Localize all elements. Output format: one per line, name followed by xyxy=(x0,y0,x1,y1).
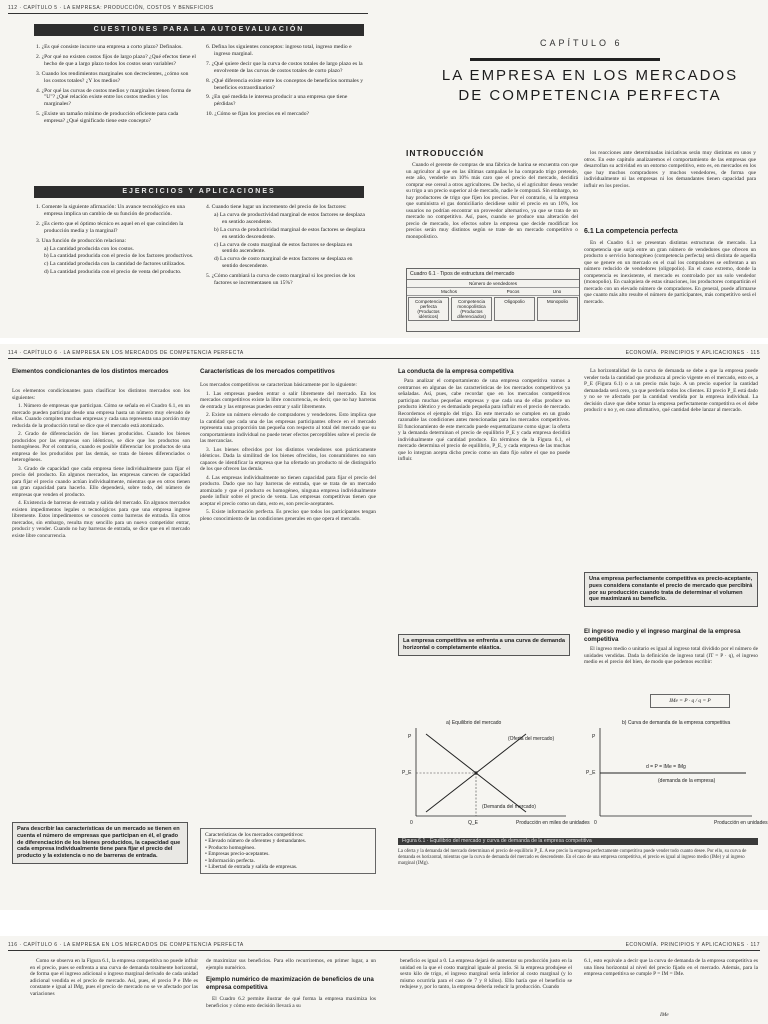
exercise-option: c) La curva de costo marginal de estos factores se desplaza en sentido ascendente. xyxy=(214,241,353,255)
paragraph: Cuando el gerente de compras de una fábrica de harina se encuentra con que un agricultor al que en las últimas campañas le ha comprado trigo pretende, este año, venderle un 10% más caro que el precio del mercado, decidirá comprar ese cereal a otros agricultores. De hecho, si el agricultor desea vender su trigo a un precio superior al de mercado, nadie le comprará. Sin embargo, no hay productores de trigo que fijen los precios. Por el contrario, si la empresa que suministra el gas domiciliario decidiese subir el precio en un 10%, los usuarios no podrían encontrar un proveedor alternativo, ya que se trata de un mercado no competitivo. Así, pues, cuando se produce una alteración del precio de mercado, los efectos sobre la empresa que decide modificar los precios serán muy distintos según se trate de un mercado competitivo o monopolístico. xyxy=(406,162,578,240)
chapter-title xyxy=(440,66,740,106)
table-cell: Competencia perfecta (Productos idénticos) xyxy=(408,297,449,321)
formula-fragment: IMe xyxy=(660,1012,669,1018)
exercise-option: a) La cantidad producida con los costos. xyxy=(44,245,134,252)
exercise-question: 4. Cuando tiene lugar un incremento del precio de los factores: xyxy=(206,204,347,210)
paragraph: los reacciones ante determinadas iniciativas serán muy distintas en unos y otros. En este capítulo analizaremos el comportamiento de las empresas que desarrollan su actividad en un entorno competitivo, esto es, en mercados en los que hay muchos compradores y muchos vendedores, de forma que individualmente ni las empresas ni los demandantes tienen capacidad para influir en los precios. xyxy=(584,150,756,189)
paragraph: El Cuadro 6.2 permite ilustrar de qué forma la empresa maximiza los beneficios y cómo esto decisión llevará a su xyxy=(206,996,376,1009)
table-level: Uno xyxy=(552,289,562,294)
exercise-option: a) La curva de productividad marginal de estos factores se desplaza en sentido ascendente. xyxy=(214,211,365,225)
review-questions-col1 xyxy=(36,44,196,128)
box-item: • Libertad de entrada y salida de empresas. xyxy=(205,864,298,871)
equilibrium-point xyxy=(474,771,477,774)
chapter-rule xyxy=(470,58,660,61)
exercise-option: c) La cantidad producida con la cantidad de factores utilizados. xyxy=(44,261,186,268)
list-item: 2. Existe un número elevado de compradores y vendedores. Esto implica que la cantidad que cada una de las empresas participantes ofrece en el mercado representa una proporción tan pequeña con respecto al total del mercado que su comportamiento individual no puede tener efectos perceptibles sobre el precio de las mercancías. xyxy=(200,412,376,444)
box-item: • Información perfecta. xyxy=(205,857,255,864)
supply-label: (Oferta del mercado) xyxy=(508,736,555,742)
figure-caption: La oferta y la demanda del mercado determinan el precio de equilibrio P_E. A ese precio la empresa perfectamente competitiva puede vender todo cuanto desee. Por ello, su curva de demanda es horizontal, mientras que la curva de demanda del mercado es descendente. En el caso de una empresa competitiva, el precio es igual al ingreso medio (IMe) y al ingreso marginal (IMg). xyxy=(398,849,747,866)
column-text xyxy=(398,378,570,614)
key-point-box: La empresa competitiva se enfrenta a una curva de demanda horizontal o completamente elástica. xyxy=(398,634,570,656)
page-spread-1 xyxy=(0,0,768,338)
box-item: • Producto homogéneo. xyxy=(205,844,256,851)
running-header-left: 114 · CAPÍTULO 6 · LA EMPRESA EN LOS MERCADOS DE COMPETENCIA PERFECTA xyxy=(8,350,244,356)
exercise-question: 3. Una función de producción relaciona: xyxy=(36,237,127,244)
axis-pe-label: P_E xyxy=(586,770,596,776)
list-item: 4. Las empresas individualmente no tienen capacidad para fijar el precio del producto. Dado que no hay barreras de entrada, que se trata de un mercado atomizado y que el producto es homogéneo, ninguna empresa individualmente puede influir sobre el precio de venta. Las empresas competitivas tienen que aceptar el precio como un dato, esto es, son precio-aceptantes. xyxy=(200,474,376,507)
axis-origin: 0 xyxy=(410,820,413,826)
paragraph: Los mercados competitivos se caracterizan básicamente por lo siguiente: xyxy=(200,382,357,388)
review-question: 5. ¿Existe un tamaño mínimo de producción eficiente para cada empresa? ¿Qué significado tiene este concepto? xyxy=(36,111,179,125)
review-question: 8. ¿Qué diferencia existe entre los conceptos de beneficios normales y beneficios extraordinarios? xyxy=(206,77,364,91)
running-header-left: 116 · CAPÍTULO 6 · LA EMPRESA EN LOS MERCADOS DE COMPETENCIA PERFECTA xyxy=(8,942,244,948)
table-cells-row xyxy=(407,296,579,322)
column-text xyxy=(584,646,758,688)
table-caption: Cuadro 6.1 · Tipos de estructura del mercado xyxy=(407,269,579,280)
formula: IMe = P · q / q = P xyxy=(650,694,730,708)
review-questions-col2 xyxy=(206,44,366,121)
figure-caption-strip: Figura 6.1 · Equilibrio del mercado y curva de demanda de la empresa competitiva xyxy=(398,838,758,845)
page-spread-2 xyxy=(0,344,768,910)
list-item: 1. Número de empresas que participan. Cómo se señala en el Cuadro 6.1, en un mercado pueden participar desde una empresa hasta un número muy elevado de ellas. Cuando compiten muchas empresas y cada una representa una porción muy reducida de la producción total se dice que el mercado está atomizado. xyxy=(12,403,190,429)
exercises-col2 xyxy=(206,204,366,290)
section-heading: Elementos condicionantes de los distintos mercados xyxy=(12,368,169,375)
axis-p-label: P xyxy=(592,734,596,740)
exercise-option: d) La cantidad producida con el precio de venta del producto. xyxy=(44,269,182,276)
key-point-box: Una empresa perfectamente competitiva es precio-aceptante, pues considera constante el precio de mercado que percibirá por su producción cuando trata de determinar el volumen que maximizará su beneficio. xyxy=(584,572,758,607)
exercise-option: b) La cantidad producida con el precio de los factores productivos. xyxy=(44,253,194,260)
running-header-left: 112 · CAPÍTULO 5 · LA EMPRESA: PRODUCCIÓN, COSTOS Y BENEFICIOS xyxy=(8,5,214,11)
box-item: • Elevado número de oferentes y demandantes. xyxy=(205,838,307,845)
table-level: Pocos xyxy=(506,289,520,294)
review-question: 7. ¿Qué quiere decir que la curva de costos totales de largo plazo es la envolvente de las curvas de costos totales de corto plazo? xyxy=(206,60,363,74)
summary-box: Para describir las características de un mercado se tienen en cuenta el número de empresas que participan en él, el grado de diferenciación de los bienes producidos, la capacidad que cada empresa individualmente tiene para fijar el precio del producto y la existencia o no de barreras de entrada. xyxy=(12,822,188,864)
paragraph: beneficio es igual a 0. La empresa dejará de aumentar su producción justo en la unidad en la que el costo marginal iguale al precio. Si la empresa produjese el sexto kilo de trigo, el ingreso marginal sería inferior al costo marginal (y lo mismo ocurriría para el caso de 7 y 8 kilos). Ello haría que el beneficio se redujese y, por lo tanto, la empresa debería reducir la producción. Cuando xyxy=(400,958,572,990)
exercise-item xyxy=(36,238,196,277)
figure-b-xlabel: Producción en unidades xyxy=(714,820,768,826)
section-heading: Características de los mercados competitivos xyxy=(200,368,335,375)
paragraph: de maximizar sus beneficios. Para ello recurriremos, en primer lugar, a un ejemplo numérico. xyxy=(206,958,376,971)
paragraph: La horizontalidad de la curva de demanda se debe a que la empresa puede vender toda la cantidad que produzca al precio vigente en el mercado, esto es, a P_E (Figura 6.1) o a un precio más bajo. A un precio superior la cantidad demandada será cero, ya que perdería todos los clientes. El precio P_E está dado y no se ve afectado por la cantidad vendida por la empresa individual. La decisión clave que debe tomar la empresa perfectamente competitiva es el debe producir o no y, en caso afirmativo, qué cantidad debe lanzar al mercado. xyxy=(584,368,758,413)
header-rule xyxy=(8,358,760,359)
exercise-item: 5. ¿Cómo cambiará la curva de costo marginal si los precios de los factores se incrementasen un 15%? xyxy=(206,273,356,287)
axis-origin: 0 xyxy=(594,820,597,826)
section-heading: La conducta de la empresa competitiva xyxy=(398,368,514,375)
paragraph: Como se observa en la Figura 6.1, la empresa competitiva no puede influir en el precio, pues se enfrenta a una curva de demanda totalmente horizontal, de forma que el ingreso adicional o ingreso marginal derivado de cada unidad adicional vendida es el precio de mercado. Así, pues, el precio P e IMe es constante e igual al IMg, pues el precio de mercado no se ve afectado por las variaciones xyxy=(30,958,198,997)
figure-a-xlabel: Producción en miles de unidades xyxy=(516,820,590,826)
paragraph: 6.1, esto equivale a decir que la curva de demanda de la empresa competitiva es una línea horizontal al nivel del precio fijado en el mercado. Además, para la empresa competitiva se cumple P = IM = IMe. xyxy=(584,958,758,977)
column-text xyxy=(400,958,572,1022)
list-item: 1. Las empresas pueden entrar o salir libremente del mercado. En los mercados competitivos existe la libre concurrencia, es decir, que no hay barreras de entrada y las empresas pueden entrar y salir libremente. xyxy=(200,390,376,410)
review-question: 4. ¿Por qué las curvas de costos medios y marginales tienen forma de "U"? ¿Qué relación existe entre los costos medios y los marginales? xyxy=(36,87,192,108)
spread-gap xyxy=(0,910,768,936)
table-level: Muchos xyxy=(440,289,458,294)
list-item: 5. Existe información perfecta. Es preciso que todos los participantes tengan pleno conocimiento de las condiciones generales en que opera el mercado. xyxy=(200,509,376,522)
exercise-item xyxy=(206,204,366,270)
header-rule xyxy=(8,13,368,14)
column-text xyxy=(206,958,376,972)
box-item: • Empresas precio-aceptantes. xyxy=(205,851,270,858)
characteristics-box xyxy=(200,828,376,874)
intro-text-col2 xyxy=(584,150,756,216)
review-question: 10. ¿Cómo se fijan los precios en el mercado? xyxy=(206,111,309,118)
table-cell: Monopolio xyxy=(537,297,578,321)
review-questions-banner: CUESTIONES PARA LA AUTOEVALUACIÓN xyxy=(34,24,364,36)
axis-qe-label: Q_E xyxy=(468,820,479,826)
list-item: 3. Grado de capacidad que cada empresa tiene individualmente para fijar el precio del producto. En algunos mercados, las empresas carecen de capacidad para fijar el precio cuando actúan individualmente, mientras que en otros tienen un gran capacidad para hacerlo. Ello dependerá, sobre todo, del número de empresas que venden el producto. xyxy=(12,465,190,498)
review-question: 2. ¿Por qué no existen costos fijos de largo plazo? ¿Qué efectos tiene el hecho de que a largo plazo todos los costos sean variables? xyxy=(36,53,196,67)
column-text xyxy=(30,958,198,1022)
section-heading: El ingreso medio y el ingreso marginal de la empresa competitiva xyxy=(584,628,741,643)
paragraph: Los elementos condicionantes para clasificar los distintos mercados son los siguientes: xyxy=(12,388,190,401)
figure-6-1 xyxy=(396,716,768,834)
firm-demand-label: d = P = IMe = IMg xyxy=(646,764,686,770)
paragraph: En el Cuadro 6.1 se presentan distintas estructuras de mercado. La competencia que surja entre un gran número de vendedores que ofrecen un producto o servicio homogéneo (competencia perfecta) será distinta de aquella que se genere en un mercado en el cual los compradores se enfrentan a un número reducido de vendedores (oligopolio). En el caso extremo, donde la competencia es inexistente, el mercado es controlado por un solo vendedor (monopolio). En cualquiera de estas situaciones, los productores compartirán el mercado con un elevado número de compradores. En general, puede afirmarse que cuanto más alto resulte el número de participantes, más competitivo será el mercado. xyxy=(584,240,756,305)
column-text xyxy=(12,388,190,748)
table-header-row xyxy=(407,280,579,288)
column-text xyxy=(206,996,376,1022)
firm-demand-sublabel: (demanda de la empresa) xyxy=(658,778,716,784)
box-title: Características de los mercados competitivos: xyxy=(205,832,304,838)
intro-heading: INTRODUCCIÓN xyxy=(406,148,485,158)
market-structure-table xyxy=(406,268,580,332)
chapter-title-line: LA EMPRESA EN LOS MERCADOS xyxy=(441,67,739,84)
paragraph: Para analizar el comportamiento de una empresa competitiva vamos a centrarnos en algunas de las características de los mercados competitivos ya señaladas. Así, pues, cabe recordar que en los mercados competitivos participan muchas pequeñas empresas y que cada una de ellas produce un producto idéntico y es demasiado pequeña para influir en el precio de mercado. Recordemos el ejemplo del trigo. En este mercado se cumplen en un grado razonable las condiciones antes mencionadas para los mercados competitivos. El funcionamiento de este mercado puede esquematizarse como sigue: la oferta y la demanda determinan el precio de equilibrio P_E y cada empresa decidirá individualmente qué cantidad produce. En términos de la Figura 6.1, el mercado determina el precio de equilibrio, P_E, y cada empresa de las muchas que lo integran acepta dicho precio como un dato fijo sobre el que no puede influir. xyxy=(398,378,570,462)
axis-p-label: P xyxy=(408,734,412,740)
table-levels-row xyxy=(407,288,579,296)
column-text xyxy=(584,958,758,998)
header-rule xyxy=(8,950,760,951)
axis-pe-label: P_E xyxy=(402,770,412,776)
figure-a-title: a) Equilibrio del mercado xyxy=(446,720,502,726)
exercise-option: b) La curva de productividad marginal de estos factores se desplaza en sentido descendente. xyxy=(214,226,366,240)
section-6-1-heading: 6.1 La competencia perfecta xyxy=(584,228,678,235)
exercise-item: 1. Comente la siguiente afirmación: Un avance tecnológico en una empresa implica un cambio de su función de producción. xyxy=(36,204,185,217)
column-text xyxy=(200,382,376,798)
page-spread-3 xyxy=(0,936,768,1024)
review-question: 3. Cuando los rendimientos marginales son decrecientes, ¿cómo son los costos totales? ¿Y los medios? xyxy=(36,70,189,84)
exercises-col1 xyxy=(36,204,196,279)
figure-b-title: b) Curva de demanda de la empresa competitiva xyxy=(622,720,731,726)
running-header-right: ECONOMÍA. PRINCIPIOS Y APLICACIONES · 117 xyxy=(625,942,760,948)
review-question: 9. ¿En qué medida le interesa producir a una empresa que tiene pérdidas? xyxy=(206,94,348,108)
list-item: 4. Existencia de barreras de entrada y salida del mercado. En algunos mercados existen impedimentos legales o tecnológicos para que una empresa ingrese libremente. Estos impedimentos se conocen como barreras de entrada. En otros mercados, sin embargo, resulta muy sencillo para un nuevo competidor entrar, producir y vender. Cuando no hay barreras de entrada, se dice que en el mercado existe libre concurrencia. xyxy=(12,500,190,539)
exercise-option: d) La curva de costo marginal de estos factores se desplaza en sentido descendente. xyxy=(214,256,353,270)
chapter-title-line: DE COMPETENCIA PERFECTA xyxy=(458,87,722,104)
list-item: 2. Grado de diferenciación de los bienes producidos. Cuando los bienes producidos por las empresas son idénticos, se dice que los productos son homogéneos. Por el contrario, cuando es posible diferenciar los productos de una empresa de los producidos por las demás, se trata de bienes diferenciados o heterogéneos. xyxy=(12,431,190,463)
list-item: 3. Los bienes ofrecidos por los distintos vendedores son prácticamente idénticos. Dada la similitud de los bienes ofrecidos, los consumidores no son capaces de identificar la empresa que ha ofertado un producto ni de distinguirlo de los que ofrecen las demás. xyxy=(200,446,376,472)
review-question: 6. Defina los siguientes conceptos: ingreso total, ingreso medio e ingreso marginal. xyxy=(206,44,352,57)
demand-label: (Demanda del mercado) xyxy=(482,804,536,810)
table-cell: Competencia monopolística (Productos diferenciados) xyxy=(451,297,492,321)
paragraph: El ingreso medio o unitario es igual al ingreso total dividido por el número de unidades vendidas. Dada la definición de ingreso total (IT = P · q), el ingreso medio es el precio del bien, de modo que podemos escribir: xyxy=(584,646,758,665)
column-text xyxy=(584,368,758,458)
review-question: 1. ¿Es qué consiste incurre una empresa a corto plazo? Definalos. xyxy=(36,44,183,50)
running-header-right: ECONOMÍA. PRINCIPIOS Y APLICACIONES · 115 xyxy=(625,350,760,356)
table-header: Número de vendedores xyxy=(468,281,517,286)
exercise-item: 2. ¿Es cierto que el óptimo técnico es aquel en el que coinciden la producción media y la marginal? xyxy=(36,220,184,234)
section-heading: Ejemplo numérico de maximización de beneficios de una empresa competitiva xyxy=(206,976,374,991)
table-cell: Oligopolio xyxy=(494,297,535,321)
chapter-label: CAPÍTULO 6 xyxy=(540,38,623,48)
exercises-banner: EJERCICIOS Y APLICACIONES xyxy=(34,186,364,198)
